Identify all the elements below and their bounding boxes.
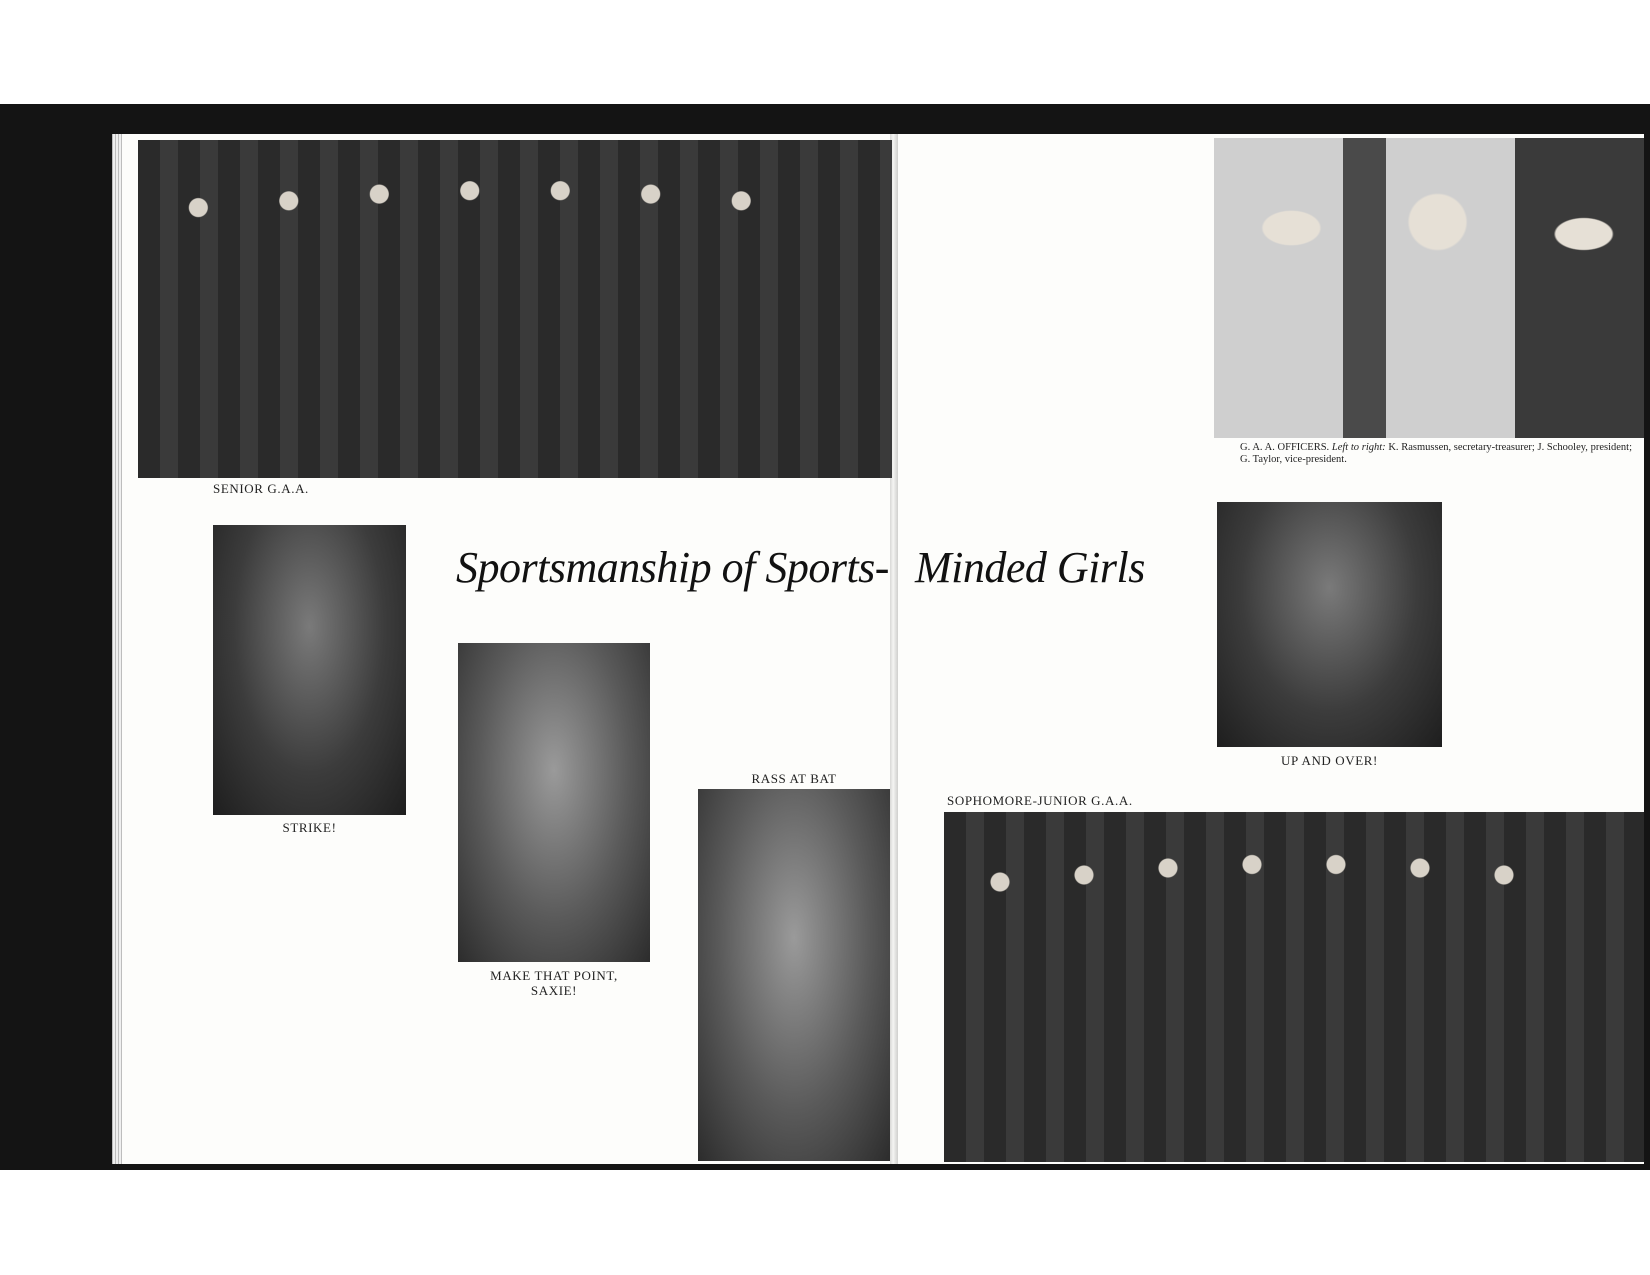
officers-caption-title: G. A. A. OFFICERS. (1240, 442, 1330, 453)
up-and-over-photo (1217, 502, 1442, 747)
make-that-point-line-1: MAKE THAT POINT, (490, 968, 618, 983)
gaa-officers-caption (1240, 442, 1632, 466)
rass-at-bat-photo (698, 789, 890, 1161)
strike-caption: STRIKE! (282, 820, 337, 835)
up-and-over-caption: UP AND OVER! (1280, 753, 1378, 768)
soph-junior-gaa-photo (944, 812, 1644, 1162)
officers-caption-left-to-right: Left to right: (1331, 442, 1386, 453)
soph-junior-gaa-caption: SOPHOMORE-JUNIOR G.A.A. (947, 793, 1133, 808)
make-that-point-line-2: SAXIE! (530, 983, 578, 998)
headline-right: Minded Girls (915, 543, 1145, 592)
senior-gaa-caption: SENIOR G.A.A. (213, 481, 309, 496)
rass-at-bat-caption: RASS AT BAT (751, 771, 837, 786)
make-that-point-photo (458, 643, 650, 962)
make-that-point-caption (458, 968, 650, 998)
gaa-officers-photo (1214, 138, 1644, 438)
headline-left: Sportsmanship of Sports- (456, 543, 889, 592)
officers-caption-names: K. Rasmussen, secretary-treasurer; J. Schooley, president; G. Taylor, vice-president. (1240, 442, 1633, 465)
strike-photo (213, 525, 406, 815)
senior-gaa-photo (138, 140, 892, 478)
